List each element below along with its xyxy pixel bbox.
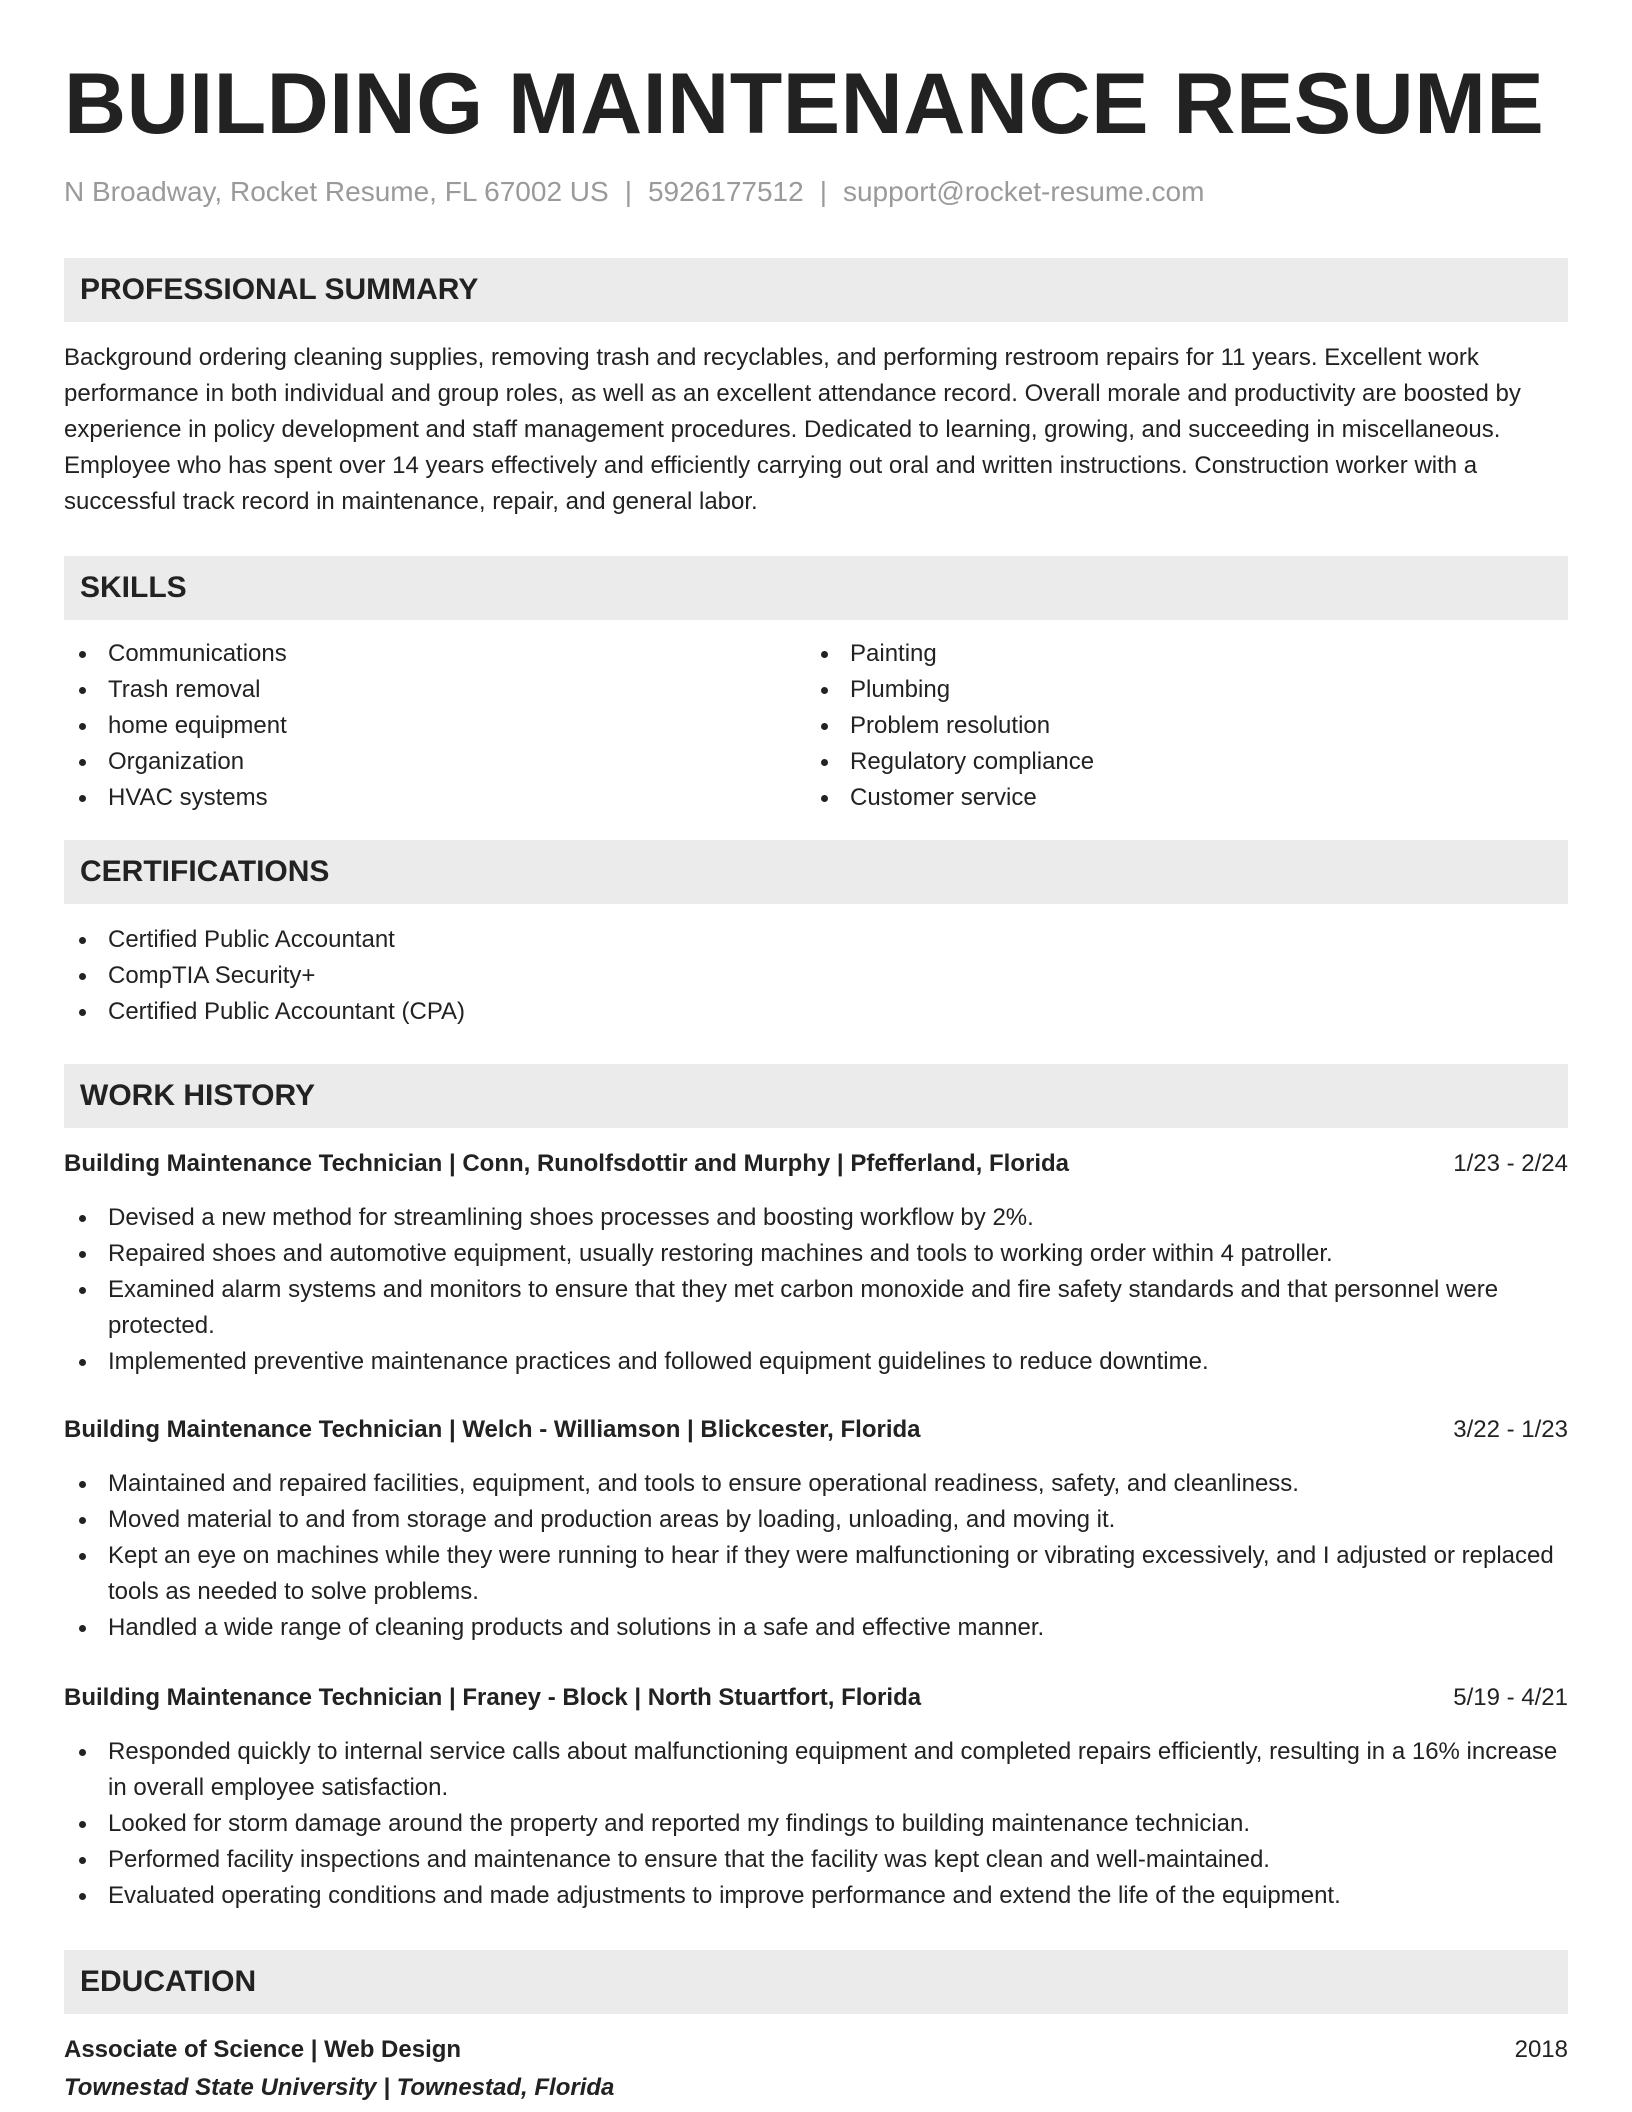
education-degree: Associate of Science | Web Design [64, 2036, 462, 2063]
certification-item: CompTIA Security+ [64, 958, 1568, 994]
section-heading-education: EDUCATION [64, 1950, 1568, 2014]
skill-item: HVAC systems [64, 780, 806, 816]
skill-item: Regulatory compliance [806, 744, 1548, 780]
job-bullets [64, 1734, 1568, 1914]
job-bullet: Handled a wide range of cleaning products and solutions in a safe and effective manner. [64, 1610, 1568, 1646]
job-bullet: Implemented preventive maintenance practices and followed equipment guidelines to reduce downtime. [64, 1344, 1568, 1380]
job-entry [64, 1680, 1568, 1914]
job-bullet: Examined alarm systems and monitors to ensure that they met carbon monoxide and fire safety standards and that personnel were protected. [64, 1272, 1568, 1344]
contact-phone: 5926177512 [647, 176, 804, 207]
certification-item: Certified Public Accountant (CPA) [64, 994, 1568, 1030]
job-bullet: Looked for storm damage around the property and reported my findings to building maintenance technician. [64, 1806, 1568, 1842]
job-bullet: Repaired shoes and automotive equipment, usually restoring machines and tools to working order within 4 patroller. [64, 1236, 1568, 1272]
skill-item: Organization [64, 744, 806, 780]
contact-email: support@rocket-resume.com [842, 176, 1205, 207]
certifications-list [64, 922, 1568, 1030]
job-bullet: Evaluated operating conditions and made adjustments to improve performance and extend the life of the equipment. [64, 1878, 1568, 1914]
resume-title: BUILDING MAINTENANCE RESUME [64, 56, 1545, 152]
job-bullet: Kept an eye on machines while they were running to hear if they were malfunctioning or vibrating excessively, and I adjusted or replaced tools as needed to solve problems. [64, 1538, 1568, 1610]
skill-item: Plumbing [806, 672, 1548, 708]
job-title: Building Maintenance Technician | Conn, Runolfsdottir and Murphy | Pfefferland, Florida [64, 1150, 1070, 1177]
job-dates: 1/23 - 2/24 [1453, 1150, 1568, 1177]
job-title: Building Maintenance Technician | Welch - Williamson | Blickcester, Florida [64, 1416, 921, 1443]
job-bullet: Moved material to and from storage and production areas by loading, unloading, and moving it. [64, 1502, 1568, 1538]
contact-address: N Broadway, Rocket Resume, FL 67002 US [64, 176, 609, 207]
section-heading-skills: SKILLS [64, 556, 1568, 620]
job-bullet: Maintained and repaired facilities, equipment, and tools to ensure operational readiness, safety, and cleanliness. [64, 1466, 1568, 1502]
job-bullet: Performed facility inspections and maintenance to ensure that the facility was kept clean and well-maintained. [64, 1842, 1568, 1878]
skill-item: Customer service [806, 780, 1548, 816]
education-header [64, 2032, 1568, 2068]
section-heading-summary: PROFESSIONAL SUMMARY [64, 258, 1568, 322]
summary-text: Background ordering cleaning supplies, removing trash and recyclables, and performing restroom repairs for 11 years. Excellent work performance in both individual and group roles, as well as an excellent attendance record. Overall morale and productivity are boosted by experience in policy development and staff management procedures. Dedicated to learning, growing, and succeeding in miscellaneous. Employee who has spent over 14 years effectively and efficiently carrying out oral and written instructions. Construction worker with a successful track record in maintenance, repair, and general labor. [64, 344, 1521, 515]
skills-list [64, 636, 1568, 816]
job-bullets [64, 1466, 1568, 1646]
job-header [64, 1680, 1568, 1716]
education-year: 2018 [1514, 2036, 1568, 2063]
job-entry [64, 1146, 1568, 1380]
education-school: Townestad State University | Townestad, Florida [64, 2074, 615, 2101]
skill-item: Problem resolution [806, 708, 1548, 744]
skill-item: home equipment [64, 708, 806, 744]
job-header [64, 1412, 1568, 1448]
skill-item: Communications [64, 636, 806, 672]
skills-column-left [64, 636, 806, 816]
skill-item: Trash removal [64, 672, 806, 708]
job-entry [64, 1412, 1568, 1646]
job-dates: 5/19 - 4/21 [1453, 1684, 1568, 1711]
section-heading-work-history: WORK HISTORY [64, 1064, 1568, 1128]
job-bullet: Responded quickly to internal service calls about malfunctioning equipment and completed repairs efficiently, resulting in a 16% increase in overall employee satisfaction. [64, 1734, 1568, 1806]
contact-separator: | [819, 176, 827, 207]
job-title: Building Maintenance Technician | Franey - Block | North Stuartfort, Florida [64, 1684, 922, 1711]
job-dates: 3/22 - 1/23 [1453, 1416, 1568, 1443]
job-bullets [64, 1200, 1568, 1380]
job-bullet: Devised a new method for streamlining shoes processes and boosting workflow by 2%. [64, 1200, 1568, 1236]
section-heading-certifications: CERTIFICATIONS [64, 840, 1568, 904]
job-header [64, 1146, 1568, 1182]
skill-item: Painting [806, 636, 1548, 672]
contact-separator: | [624, 176, 632, 207]
skills-column-right [806, 636, 1548, 816]
certification-item: Certified Public Accountant [64, 922, 1568, 958]
contact-line [64, 174, 1568, 210]
